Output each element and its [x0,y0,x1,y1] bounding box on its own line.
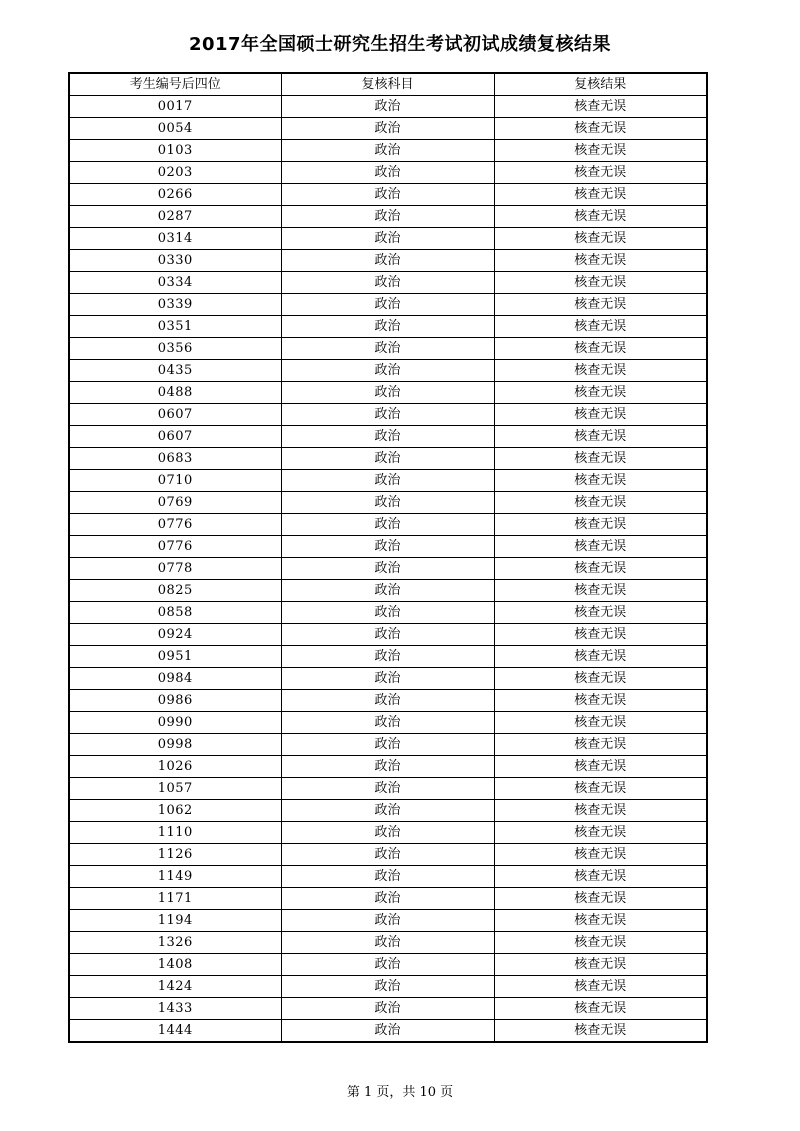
table-header-row [69,73,707,96]
subject-cell: 政治 [281,602,494,624]
result-cell: 核查无误 [494,448,707,470]
header-subject: 复核科目 [281,73,494,96]
subject-cell: 政治 [281,404,494,426]
table-row [69,800,707,822]
result-cell: 核查无误 [494,272,707,294]
candidate-id-cell: 1026 [69,756,281,778]
table-row [69,316,707,338]
table-row [69,580,707,602]
result-cell: 核查无误 [494,470,707,492]
table-row [69,778,707,800]
subject-cell: 政治 [281,316,494,338]
result-cell: 核查无误 [494,316,707,338]
candidate-id-cell: 1444 [69,1020,281,1043]
table-row [69,932,707,954]
table-row [69,338,707,360]
subject-cell: 政治 [281,184,494,206]
candidate-id-cell: 0334 [69,272,281,294]
candidate-id-cell: 0054 [69,118,281,140]
result-cell: 核查无误 [494,140,707,162]
table-row [69,712,707,734]
page-footer: 第 1 页，共 10 页 [346,1085,454,1100]
table-row [69,514,707,536]
table-body [69,96,707,1043]
page-title: 2017年全国硕士研究生招生考试初试成绩复核结果 [188,34,612,55]
subject-cell: 政治 [281,712,494,734]
subject-cell: 政治 [281,998,494,1020]
result-cell: 核查无误 [494,404,707,426]
result-cell: 核查无误 [494,1020,707,1043]
result-cell: 核查无误 [494,734,707,756]
table-row [69,734,707,756]
result-cell: 核查无误 [494,602,707,624]
candidate-id-cell: 1057 [69,778,281,800]
subject-cell: 政治 [281,1020,494,1043]
result-cell: 核查无误 [494,844,707,866]
candidate-id-cell: 0990 [69,712,281,734]
subject-cell: 政治 [281,910,494,932]
subject-cell: 政治 [281,668,494,690]
result-cell: 核查无误 [494,778,707,800]
subject-cell: 政治 [281,470,494,492]
candidate-id-cell: 0924 [69,624,281,646]
subject-cell: 政治 [281,844,494,866]
candidate-id-cell: 0769 [69,492,281,514]
subject-cell: 政治 [281,514,494,536]
candidate-id-cell: 0330 [69,250,281,272]
candidate-id-cell: 1408 [69,954,281,976]
candidate-id-cell: 1326 [69,932,281,954]
candidate-id-cell: 0017 [69,96,281,118]
candidate-id-cell: 0710 [69,470,281,492]
table-row [69,294,707,316]
result-cell: 核查无误 [494,932,707,954]
subject-cell: 政治 [281,118,494,140]
table-row [69,492,707,514]
candidate-id-cell: 1149 [69,866,281,888]
table-row [69,96,707,118]
subject-cell: 政治 [281,338,494,360]
candidate-id-cell: 0776 [69,536,281,558]
subject-cell: 政治 [281,976,494,998]
result-cell: 核查无误 [494,96,707,118]
result-cell: 核查无误 [494,756,707,778]
result-cell: 核查无误 [494,910,707,932]
table-row [69,448,707,470]
candidate-id-cell: 0351 [69,316,281,338]
candidate-id-cell: 0951 [69,646,281,668]
candidate-id-cell: 0683 [69,448,281,470]
candidate-id-cell: 0266 [69,184,281,206]
subject-cell: 政治 [281,492,494,514]
subject-cell: 政治 [281,866,494,888]
table-row [69,228,707,250]
candidate-id-cell: 1424 [69,976,281,998]
subject-cell: 政治 [281,448,494,470]
table-row [69,206,707,228]
subject-cell: 政治 [281,96,494,118]
table-row [69,866,707,888]
subject-cell: 政治 [281,250,494,272]
subject-cell: 政治 [281,536,494,558]
table-row [69,844,707,866]
header-result: 复核结果 [494,73,707,96]
candidate-id-cell: 1433 [69,998,281,1020]
candidate-id-cell: 0825 [69,580,281,602]
result-cell: 核查无误 [494,514,707,536]
table-row [69,470,707,492]
table-row [69,404,707,426]
result-cell: 核查无误 [494,866,707,888]
table-row [69,250,707,272]
result-cell: 核查无误 [494,822,707,844]
result-cell: 核查无误 [494,426,707,448]
subject-cell: 政治 [281,888,494,910]
table-row [69,646,707,668]
table-row [69,536,707,558]
result-cell: 核查无误 [494,162,707,184]
candidate-id-cell: 0435 [69,360,281,382]
table-row [69,1020,707,1043]
result-cell: 核查无误 [494,976,707,998]
subject-cell: 政治 [281,272,494,294]
subject-cell: 政治 [281,734,494,756]
candidate-id-cell: 1171 [69,888,281,910]
candidate-id-cell: 0356 [69,338,281,360]
table-row [69,272,707,294]
subject-cell: 政治 [281,646,494,668]
table-row [69,998,707,1020]
result-cell: 核查无误 [494,712,707,734]
subject-cell: 政治 [281,778,494,800]
table-row [69,118,707,140]
candidate-id-cell: 0984 [69,668,281,690]
result-cell: 核查无误 [494,360,707,382]
result-cell: 核查无误 [494,580,707,602]
table-row [69,822,707,844]
subject-cell: 政治 [281,360,494,382]
candidate-id-cell: 0858 [69,602,281,624]
header-candidate-id: 考生编号后四位 [69,73,281,96]
table-row [69,910,707,932]
subject-cell: 政治 [281,140,494,162]
candidate-id-cell: 1110 [69,822,281,844]
results-table [68,72,708,1043]
candidate-id-cell: 0287 [69,206,281,228]
result-cell: 核查无误 [494,888,707,910]
subject-cell: 政治 [281,932,494,954]
table-row [69,426,707,448]
result-cell: 核查无误 [494,646,707,668]
result-cell: 核查无误 [494,624,707,646]
subject-cell: 政治 [281,954,494,976]
result-cell: 核查无误 [494,492,707,514]
result-cell: 核查无误 [494,228,707,250]
subject-cell: 政治 [281,580,494,602]
candidate-id-cell: 0103 [69,140,281,162]
subject-cell: 政治 [281,206,494,228]
candidate-id-cell: 0776 [69,514,281,536]
table-row [69,558,707,580]
candidate-id-cell: 1062 [69,800,281,822]
result-cell: 核查无误 [494,558,707,580]
result-cell: 核查无误 [494,338,707,360]
subject-cell: 政治 [281,822,494,844]
candidate-id-cell: 0339 [69,294,281,316]
candidate-id-cell: 0314 [69,228,281,250]
result-cell: 核查无误 [494,382,707,404]
table-row [69,690,707,712]
result-cell: 核查无误 [494,184,707,206]
table-row [69,756,707,778]
candidate-id-cell: 0488 [69,382,281,404]
result-cell: 核查无误 [494,294,707,316]
candidate-id-cell: 0778 [69,558,281,580]
table-row [69,602,707,624]
candidate-id-cell: 1126 [69,844,281,866]
result-cell: 核查无误 [494,954,707,976]
subject-cell: 政治 [281,756,494,778]
result-cell: 核查无误 [494,998,707,1020]
table-row [69,140,707,162]
subject-cell: 政治 [281,162,494,184]
candidate-id-cell: 1194 [69,910,281,932]
result-cell: 核查无误 [494,536,707,558]
candidate-id-cell: 0986 [69,690,281,712]
table-row [69,382,707,404]
candidate-id-cell: 0203 [69,162,281,184]
result-cell: 核查无误 [494,250,707,272]
subject-cell: 政治 [281,294,494,316]
subject-cell: 政治 [281,382,494,404]
table-row [69,184,707,206]
subject-cell: 政治 [281,800,494,822]
table-row [69,360,707,382]
subject-cell: 政治 [281,690,494,712]
subject-cell: 政治 [281,228,494,250]
subject-cell: 政治 [281,558,494,580]
result-cell: 核查无误 [494,800,707,822]
table-row [69,954,707,976]
candidate-id-cell: 0607 [69,404,281,426]
table-row [69,668,707,690]
result-cell: 核查无误 [494,206,707,228]
subject-cell: 政治 [281,426,494,448]
result-cell: 核查无误 [494,118,707,140]
table-row [69,976,707,998]
table-row [69,888,707,910]
result-cell: 核查无误 [494,690,707,712]
candidate-id-cell: 0607 [69,426,281,448]
candidate-id-cell: 0998 [69,734,281,756]
table-row [69,624,707,646]
result-cell: 核查无误 [494,668,707,690]
table-row [69,162,707,184]
subject-cell: 政治 [281,624,494,646]
